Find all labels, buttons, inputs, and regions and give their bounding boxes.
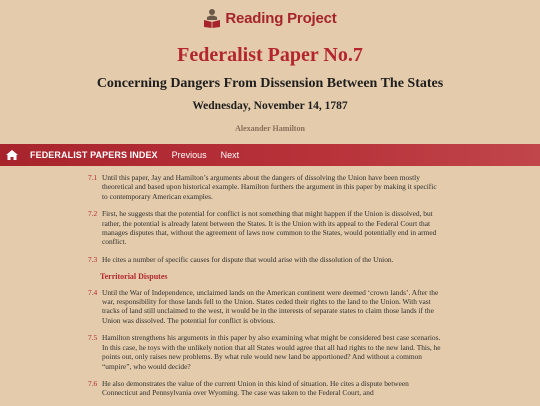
paragraph-number: 7.3: [88, 254, 98, 264]
page-subtitle: Concerning Dangers From Dissension Between The States: [96, 76, 444, 91]
site-logo[interactable]: [0, 8, 540, 28]
section-heading: Territorial Disputes: [100, 272, 168, 282]
paragraph: [88, 255, 444, 264]
paragraph-number: 7.2: [88, 209, 98, 219]
paragraph-text: Hamilton strengthens his arguments in this paper by also examining what might be considered best case scenarios. In this case, he toys with the unlikely notion that all States would agree that all had rights to the new land. This, he points out, only raises new problems. By what rule would new land be apportioned? And without a common “umpire”, who would decide?: [102, 333, 441, 371]
paragraph: [88, 173, 444, 201]
home-icon[interactable]: [6, 150, 18, 160]
nav-next-link[interactable]: Next: [220, 150, 240, 160]
nav-bar: [0, 144, 540, 166]
publication-date: Wednesday, November 14, 1787: [192, 100, 348, 112]
paragraph: [88, 209, 444, 247]
paragraph-text: First, he suggests that the potential for conflict is not something that might happen if the Union is dissolved, but rather, the potential is already latent between the States. It is the Union with its appeal to the Federal Court that manages disputes that, without the agreement of laws now common to the States, would potentially end in armed conflict.: [102, 209, 437, 247]
logo-text: Reading Project: [225, 9, 337, 27]
book-reader-icon: [203, 8, 221, 28]
paragraph: [88, 288, 444, 326]
paragraph-text: He cites a number of specific causes for dispute that would arise with the dissolution of the Union.: [102, 254, 394, 264]
paragraph-number: 7.4: [88, 287, 98, 297]
paragraph: [88, 379, 444, 398]
paragraph-number: 7.5: [88, 333, 98, 343]
author-name: Alexander Hamilton: [235, 124, 305, 133]
paragraph: [88, 333, 444, 371]
paragraph-text: He also demonstrates the value of the current Union in this kind of situation. He cites a dispute between Connecticut and Pennsylvania over Wyoming. The case was taken to the Federal Court, and: [102, 378, 409, 398]
nav-previous-link[interactable]: Previous: [171, 150, 207, 160]
article-body: [88, 173, 444, 406]
paragraph-number: 7.6: [88, 378, 98, 388]
nav-index-link[interactable]: FEDERALIST PAPERS INDEX: [30, 150, 158, 160]
page-title: Federalist Paper No.7: [177, 44, 363, 66]
paragraph-text: Until the War of Independence, unclaimed lands on the American continent were deemed ‘crown lands’. After the war, responsibility for those lands fell to the Union. States ceded their rights to the land to the Union. With vast tracks of land still unclaimed to the west, it would be in the interests of separate states to claim those lands if the Union was dissolved. The potential for conflict is obvious.: [102, 287, 439, 325]
paragraph-text: Until this paper, Jay and Hamilton’s arguments about the dangers of dissolving the Union have been mostly theoretical and based upon historical example. Hamilton furthers the argument in this paper by making it specific to contemporary American examples.: [102, 173, 437, 201]
paragraph-number: 7.1: [88, 173, 98, 182]
